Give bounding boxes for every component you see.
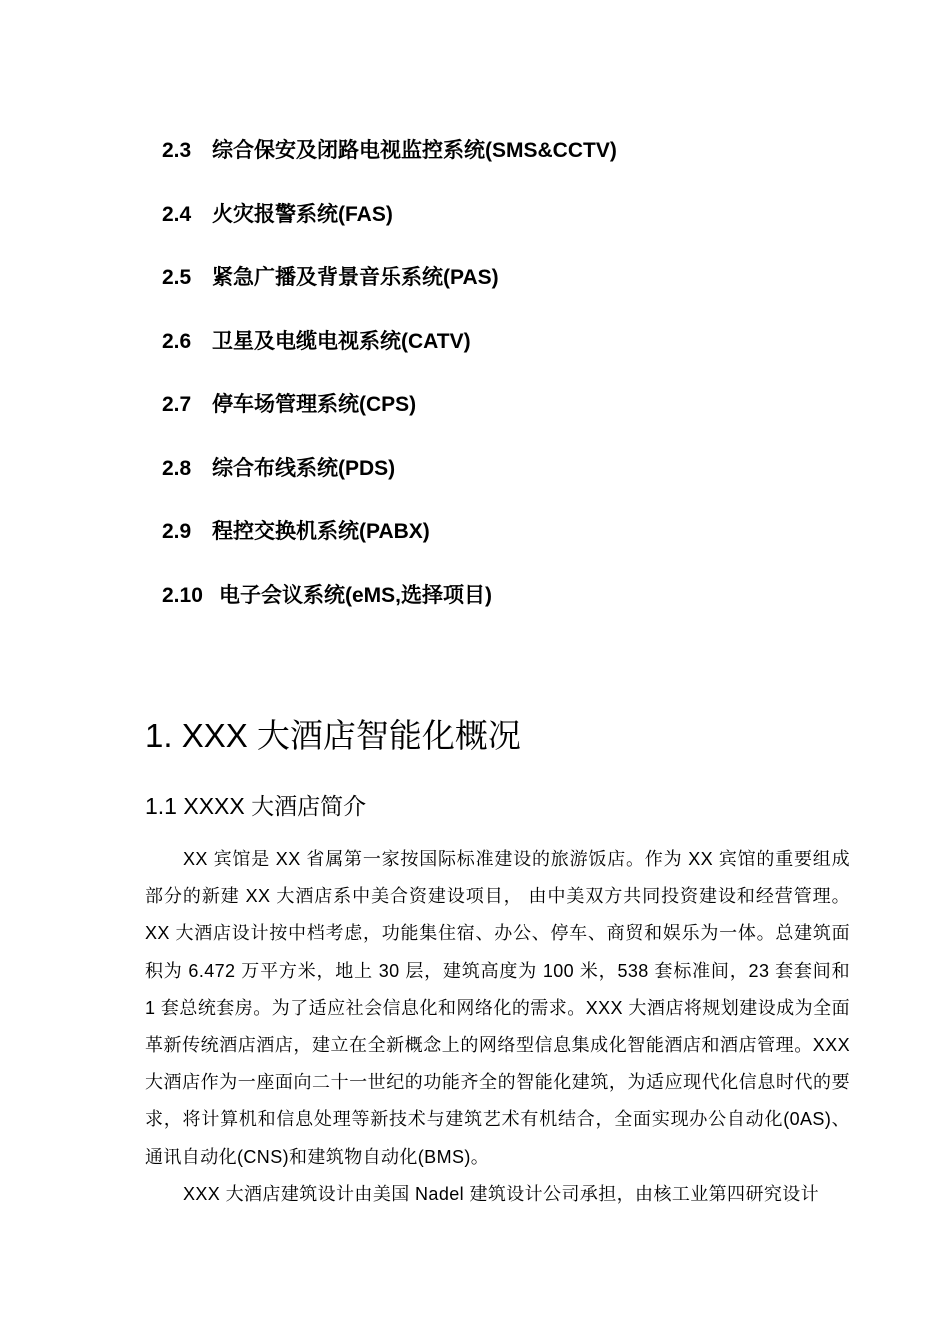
toc-item-number: 2.9 (162, 520, 192, 543)
toc-item-number: 2.3 (162, 139, 192, 162)
toc-item-title: 卫星及电缆电视系统(CATV) (212, 329, 471, 353)
toc-item-title: 紧急广播及背景音乐系统(PAS) (212, 266, 499, 289)
toc-item-number: 2.5 (162, 266, 192, 289)
toc-item-number: 2.8 (162, 456, 192, 480)
toc-item (162, 261, 882, 325)
paragraph: XX 宾馆是 XX 省属第一家按国际标准建设的旅游饭店。作为 XX 宾馆的重要组成部分的新建 XX 大酒店系中美合资建设项目， 由中美双方共同投资建设和经营管理。XX 大酒店设计按中档考虑，功能集住宿、办公、停车、商贸和娱乐为一体。总建筑面积为 6.472 万平方米，地上 30 层，建筑高度为 100 米，538 套标准间，23 套套间和 1 套总统套房。为了适应社会信息化和网络化的需求。XXX 大酒店将规划建设成为全面革新传统酒店酒店，建立在全新概念上的网络型信息集成化智能酒店和酒店管理。XXX 大酒店作为一座面向二十一世纪的功能齐全的智能化建筑，为适应现代化信息时代的要求，将计算机和信息处理等新技术与建筑艺术有机结合，全面实现办公自动化(0AS)、通讯自动化(CNS)和建筑物自动化(BMS)。 (145, 849, 850, 1167)
toc-item (162, 388, 882, 452)
toc-item (162, 452, 882, 516)
toc-item-title: 停车场管理系统(CPS) (212, 393, 417, 416)
toc-item-title: 综合布线系统(PDS) (212, 456, 396, 480)
toc-item-title: 程控交换机系统(PABX) (212, 520, 430, 543)
toc-item-number: 2.4 (162, 202, 192, 226)
toc-item (162, 198, 882, 262)
toc-item-title: 电子会议系统(eMS,选择项目) (219, 583, 492, 607)
toc-item-title: 综合保安及闭路电视监控系统(SMS&CCTV) (212, 139, 617, 162)
toc-item-title: 火灾报警系统(FAS) (212, 202, 393, 226)
toc-item-number: 2.7 (162, 393, 192, 416)
toc-item-number: 2.10 (162, 583, 203, 607)
paragraph: XXX 大酒店建筑设计由美国 Nadel 建筑设计公司承担，由核工业第四研究设计 (183, 1183, 820, 1204)
toc-item (162, 134, 882, 198)
body-text (145, 841, 850, 1213)
section-heading: 1. XXX 大酒店智能化概况 (145, 717, 521, 754)
toc-item (162, 325, 882, 389)
subsection-heading: 1.1 XXXX 大酒店简介 (145, 793, 367, 819)
toc-item-number: 2.6 (162, 329, 192, 353)
table-of-contents (162, 134, 882, 642)
toc-item (162, 579, 882, 643)
toc-item (162, 515, 882, 579)
